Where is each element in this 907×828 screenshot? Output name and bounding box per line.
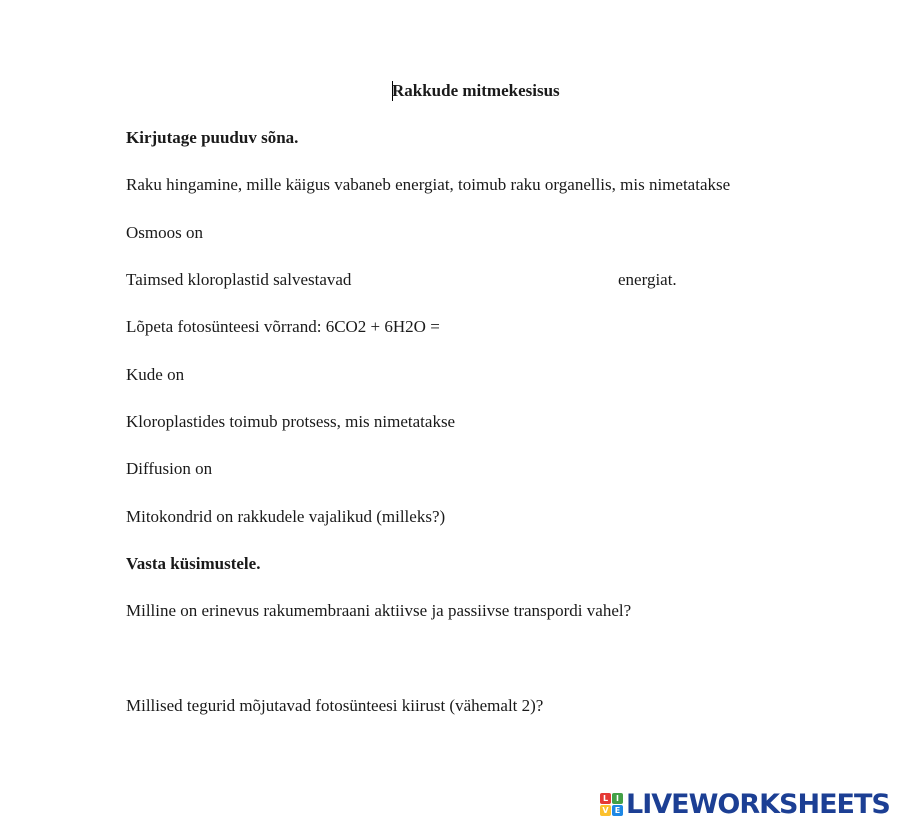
- question-line-3: Taimsed kloroplastid salvestavad: [126, 270, 352, 289]
- question-line-5: Kude on: [126, 365, 185, 384]
- badge-letter: V: [600, 805, 611, 816]
- question-line-4: Lõpeta fotosünteesi võrrand: 6CO2 + 6H2O =: [126, 317, 440, 336]
- question-line-6: Kloroplastides toimub protsess, mis nimetatakse: [126, 412, 456, 431]
- question-line-2: Osmoos on: [126, 223, 203, 242]
- question-line-7: Diffusion on: [126, 459, 213, 478]
- liveworksheets-logo: [600, 789, 890, 819]
- badge-letter: I: [612, 793, 623, 804]
- question-line-8: Mitokondrid on rakkudele vajalikud (milleks?): [126, 507, 446, 526]
- section-heading-questions: Vasta küsimustele.: [126, 554, 261, 573]
- badge-letter: E: [612, 805, 623, 816]
- open-question-2: Millised tegurid mõjutavad fotosünteesi kiirust (vähemalt 2)?: [126, 696, 544, 715]
- open-question-1: Milline on erinevus rakumembraani aktiivse ja passiivse transpordi vahel?: [126, 601, 632, 620]
- live-badge-icon: [600, 793, 623, 816]
- question-line-1: Raku hingamine, mille käigus vabaneb energiat, toimub raku organellis, mis nimetatakse: [126, 175, 731, 194]
- page-title: Rakkude mitmekesisus: [392, 81, 560, 100]
- logo-wordmark: LIVEWORKSHEETS: [626, 788, 890, 820]
- section-heading-fill-in: Kirjutage puuduv sõna.: [126, 128, 299, 147]
- question-line-3-suffix: energiat.: [618, 270, 677, 289]
- badge-letter: L: [600, 793, 611, 804]
